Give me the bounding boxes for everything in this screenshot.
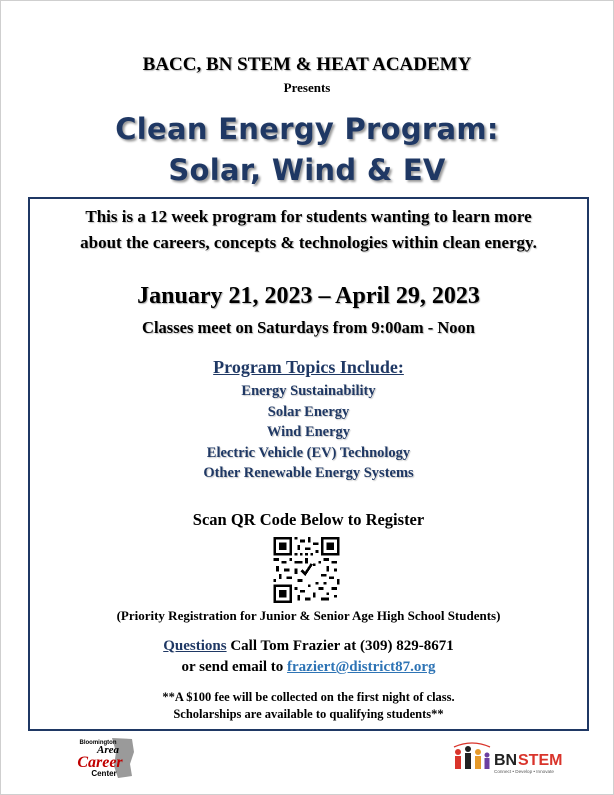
fee-line1: **A $100 fee will be collected on the first night of class. xyxy=(162,690,455,704)
stem-tagline: Connect • Develop • Innovate xyxy=(494,769,554,774)
priority-registration-note: (Priority Registration for Junior & Senior Age High School Students) xyxy=(116,608,501,623)
program-intro xyxy=(28,204,589,256)
topic-item: Other Renewable Energy Systems xyxy=(203,465,414,482)
program-dates: January 21, 2023 – April 29, 2023 xyxy=(137,283,480,309)
bn-text: BN xyxy=(494,752,518,769)
bn-stem-logo xyxy=(450,741,566,777)
email-line xyxy=(28,659,589,676)
logo-area-text: Area xyxy=(97,744,119,756)
topic-item: Solar Energy xyxy=(267,403,350,420)
email-prefix: or send email to xyxy=(181,659,288,675)
organization-heading: BACC, BN STEM & HEAT ACADEMY xyxy=(142,54,472,75)
contact-line xyxy=(28,638,589,655)
program-title-line2: Solar, Wind & EV xyxy=(168,153,446,187)
scan-qr-heading: Scan QR Code Below to Register xyxy=(192,510,425,529)
topic-item: Electric Vehicle (EV) Technology xyxy=(206,444,411,461)
intro-line1: This is a 12 week program for students wanting to learn more xyxy=(85,207,532,226)
topics-heading: Program Topics Include: xyxy=(213,357,404,377)
program-title-line1: Clean Energy Program: xyxy=(115,112,499,146)
call-text: Call Tom Frazier at (309) 829-8671 xyxy=(226,638,454,654)
logo-center-text: Center xyxy=(91,769,117,778)
presents-text: Presents xyxy=(283,80,331,95)
topic-item: Wind Energy xyxy=(266,424,351,441)
registration-qr-code[interactable] xyxy=(273,537,340,603)
class-schedule: Classes meet on Saturdays from 9:00am - Noon xyxy=(142,318,475,337)
logo-small-text: Bloomington xyxy=(79,740,117,746)
people-icon xyxy=(454,743,490,769)
career-center-logo xyxy=(68,736,136,780)
stem-text: STEM xyxy=(518,752,563,769)
topic-item: Energy Sustainability xyxy=(241,383,376,399)
logo-career-text: Career xyxy=(77,754,123,771)
fee-line2: Scholarships are available to qualifying students** xyxy=(173,707,444,721)
intro-line2: about the careers, concepts & technologies within clean energy. xyxy=(80,233,537,252)
email-link[interactable]: fraziert@district87.org xyxy=(287,659,436,675)
topics-list xyxy=(28,381,589,484)
fee-notice xyxy=(28,689,589,723)
questions-link[interactable]: Questions xyxy=(163,638,227,654)
